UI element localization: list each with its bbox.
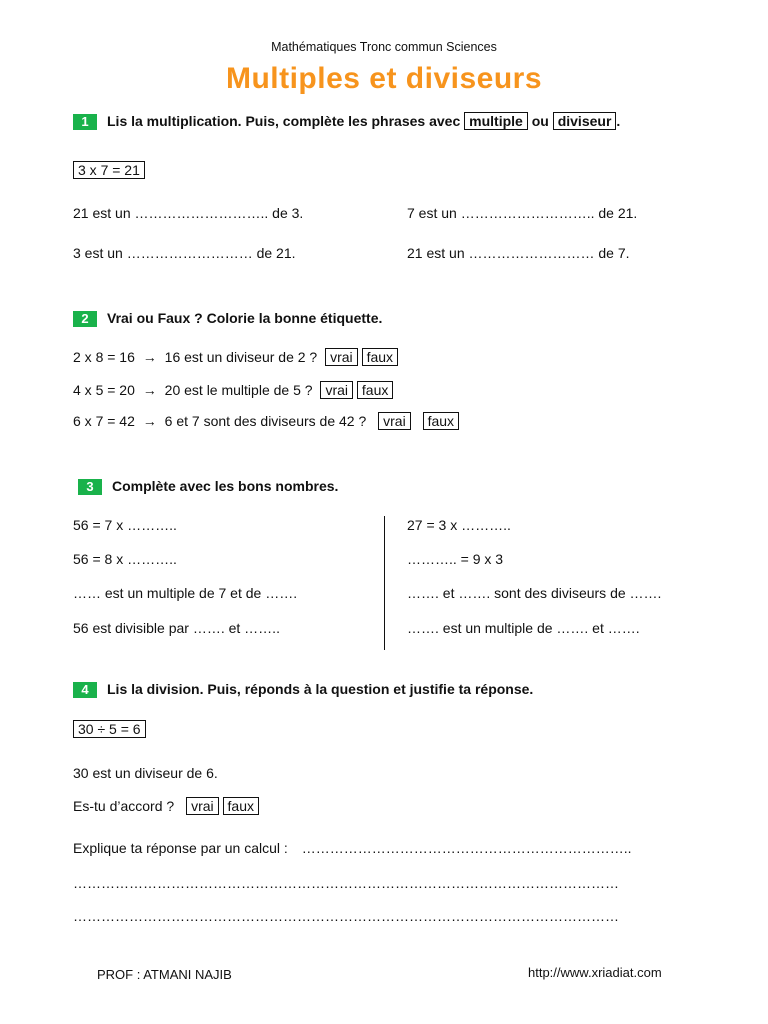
equation-box: 3 x 7 = 21 bbox=[73, 161, 145, 179]
exercise-instruction: Lis la multiplication. Puis, complète les phrases avec bbox=[107, 113, 461, 129]
exercise-instruction: Vrai ou Faux ? Colorie la bonne étiquette. bbox=[107, 310, 383, 326]
subject-header: Mathématiques Tronc commun Sciences bbox=[271, 40, 497, 54]
true-false-row bbox=[73, 381, 393, 399]
vrai-label[interactable]: vrai bbox=[325, 348, 358, 366]
fill-sentence: 7 est un ……………………….. de 21. bbox=[407, 205, 638, 221]
fill-sentence: 3 est un ……………………… de 21. bbox=[73, 245, 296, 261]
true-false-row bbox=[73, 348, 398, 366]
arrow-right-icon: → bbox=[142, 382, 157, 398]
instruction-end: . bbox=[616, 113, 621, 129]
answer-dots[interactable]: …………………………………………………………….. bbox=[301, 840, 632, 856]
fill-line: 56 = 7 x ……….. bbox=[73, 517, 177, 533]
fill-line: ……….. = 9 x 3 bbox=[407, 551, 504, 567]
answer-dots-line[interactable]: ……………………………………………………………………………………………………… bbox=[73, 908, 619, 924]
equation: 4 x 5 = 20 bbox=[73, 382, 135, 398]
explain-label: Explique ta réponse par un calcul : bbox=[73, 840, 288, 856]
statement: 6 et 7 sont des diviseurs de 42 ? bbox=[164, 413, 367, 429]
arrow-right-icon: → bbox=[142, 413, 157, 429]
faux-label[interactable]: faux bbox=[423, 412, 459, 430]
fill-line: ……. et ……. sont des diviseurs de ……. bbox=[407, 585, 662, 601]
exercise-2-heading bbox=[73, 309, 382, 327]
question: Es-tu d’accord ? bbox=[73, 798, 175, 814]
equation: 6 x 7 = 42 bbox=[73, 413, 135, 429]
exercise-number: 2 bbox=[73, 311, 97, 327]
exercise-number: 1 bbox=[73, 114, 97, 130]
vrai-label[interactable]: vrai bbox=[186, 797, 219, 815]
fill-sentence: 21 est un ……………………… de 7. bbox=[407, 245, 630, 261]
fill-line: 56 est divisible par ……. et …….. bbox=[73, 620, 280, 636]
word-or: ou bbox=[531, 113, 549, 129]
statement: 16 est un diviseur de 2 ? bbox=[164, 349, 318, 365]
exercise-number: 4 bbox=[73, 682, 97, 698]
faux-label[interactable]: faux bbox=[362, 348, 398, 366]
vrai-label[interactable]: vrai bbox=[378, 412, 411, 430]
arrow-right-icon: → bbox=[142, 349, 157, 365]
vrai-label[interactable]: vrai bbox=[320, 381, 353, 399]
exercise-instruction: Lis la division. Puis, réponds à la question et justifie ta réponse. bbox=[107, 681, 534, 697]
footer-author: PROF : ATMANI NAJIB bbox=[97, 967, 232, 982]
equation: 2 x 8 = 16 bbox=[73, 349, 135, 365]
exercise-1-heading bbox=[73, 112, 620, 130]
word-box-multiple: multiple bbox=[464, 112, 528, 130]
answer-dots-line[interactable]: ……………………………………………………………………………………………………… bbox=[73, 875, 619, 891]
agreement-row bbox=[73, 797, 259, 815]
fill-line: 56 = 8 x ……….. bbox=[73, 551, 177, 567]
footer-url[interactable]: http://www.xriadiat.com bbox=[528, 965, 662, 980]
statement: 20 est le multiple de 5 ? bbox=[164, 382, 313, 398]
true-false-row bbox=[73, 412, 459, 430]
fill-line: ……. est un multiple de ……. et ……. bbox=[407, 620, 640, 636]
page-title: Multiples et diviseurs bbox=[225, 62, 543, 95]
equation-box: 30 ÷ 5 = 6 bbox=[73, 720, 146, 738]
explain-line bbox=[73, 839, 631, 857]
exercise-instruction: Complète avec les bons nombres. bbox=[112, 478, 339, 494]
statement: 30 est un diviseur de 6. bbox=[73, 765, 218, 781]
exercise-3-heading bbox=[78, 477, 338, 495]
word-box-diviseur: diviseur bbox=[553, 112, 617, 130]
fill-line: 27 = 3 x ……….. bbox=[407, 517, 511, 533]
fill-line: …… est un multiple de 7 et de ……. bbox=[73, 585, 298, 601]
fill-sentence: 21 est un ……………………….. de 3. bbox=[73, 205, 304, 221]
exercise-4-heading bbox=[73, 680, 533, 698]
faux-label[interactable]: faux bbox=[357, 381, 393, 399]
column-divider bbox=[384, 516, 385, 650]
exercise-number: 3 bbox=[78, 479, 102, 495]
faux-label[interactable]: faux bbox=[223, 797, 259, 815]
